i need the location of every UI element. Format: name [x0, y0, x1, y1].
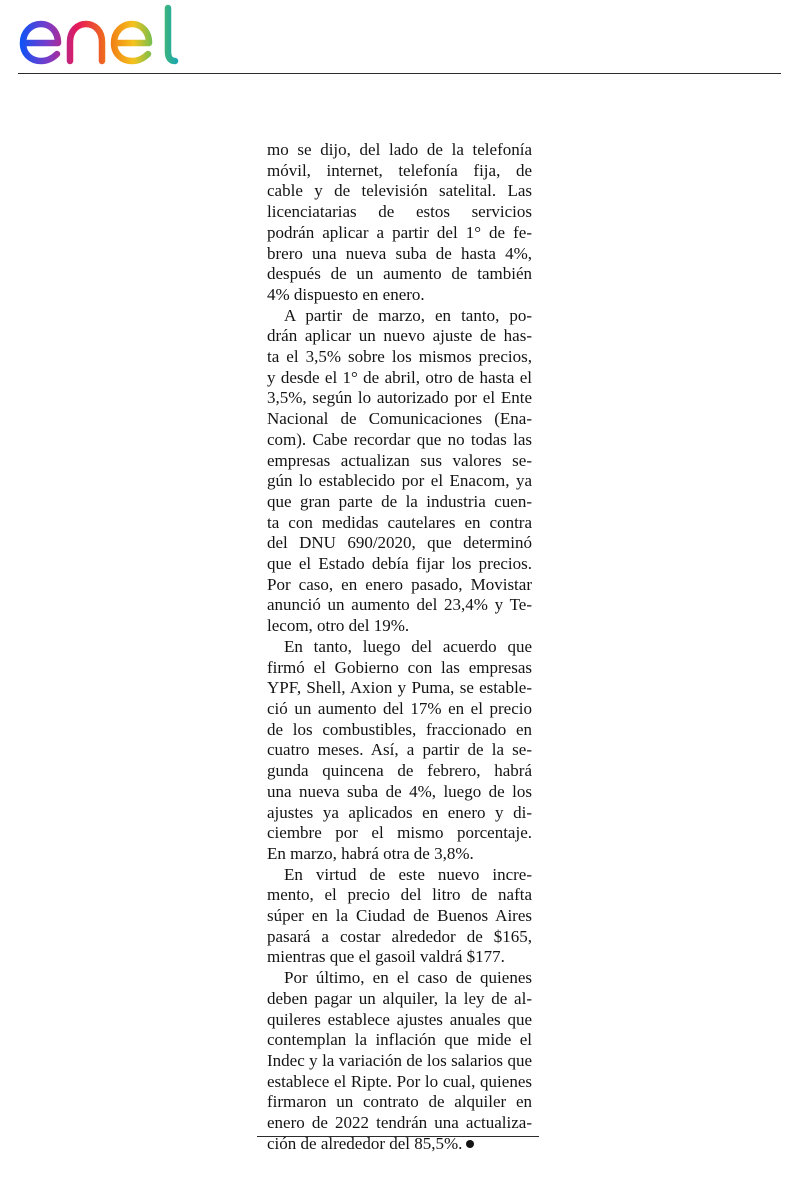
text-line: ta con medidas cautelares en contra: [267, 512, 532, 532]
footer-divider: [257, 1136, 539, 1137]
text-line: móvil, internet, telefonía fija, de: [267, 160, 532, 180]
text-line: quileres establece ajustes anuales que: [267, 1009, 532, 1029]
article-body: [267, 140, 532, 1154]
article-paragraph: [267, 865, 532, 969]
text-line: cuatro meses. Así, a partir de la se-: [267, 740, 532, 760]
text-line: establece el Ripte. Por lo cual, quienes: [267, 1071, 532, 1091]
text-line: enero de 2022 tendrán una actualiza-: [267, 1113, 532, 1133]
text-line: Nacional de Comunicaciones (Ena-: [267, 409, 532, 429]
text-line: firmó el Gobierno con las empresas: [267, 657, 532, 677]
text-line: En marzo, habrá otra de 3,8%.: [267, 843, 474, 863]
header-divider: [18, 73, 781, 74]
text-line: gunda quincena de febrero, habrá: [267, 761, 532, 781]
article-paragraph: [267, 637, 532, 865]
text-line: después de un aumento de también: [267, 264, 532, 284]
text-line: de los combustibles, fraccionado en: [267, 719, 532, 739]
text-line: y desde el 1° de abril, otro de hasta el: [267, 367, 532, 387]
text-line: ajustes ya aplicados en enero y di-: [267, 802, 532, 822]
text-line: lecom, otro del 19%.: [267, 616, 410, 636]
text-line: podrán aplicar a partir del 1° de fe-: [267, 222, 532, 242]
text-line: ción de alrededor del 85,5%.: [267, 1134, 532, 1155]
text-line: gún lo establecido por el Enacom, ya: [267, 471, 532, 491]
text-line: mento, el precio del litro de nafta: [267, 885, 532, 905]
article-paragraph: [267, 306, 532, 637]
article-paragraph: [267, 140, 532, 306]
article-paragraph: [267, 968, 532, 1154]
text-line: deben pagar un alquiler, la ley de al-: [267, 988, 532, 1008]
text-line: pasará a costar alrededor de $165,: [267, 926, 532, 946]
enel-logo: [18, 4, 183, 66]
text-line: Por último, en el caso de quienes: [284, 968, 532, 988]
text-line: firmaron un contrato de alquiler en: [267, 1092, 532, 1112]
text-line: ció un aumento del 17% en el precio: [267, 698, 532, 718]
text-line: que gran parte de la industria cuen-: [267, 491, 532, 511]
text-line: contemplan la inflación que mide el: [267, 1030, 532, 1050]
text-line: YPF, Shell, Axion y Puma, se estable-: [267, 678, 532, 698]
end-of-article-dot: [466, 1140, 474, 1148]
text-line: Indec y la variación de los salarios que: [267, 1050, 532, 1070]
text-line: empresas actualizan sus valores se-: [267, 450, 532, 470]
text-line: En virtud de este nuevo incre-: [284, 864, 532, 884]
text-line: mo se dijo, del lado de la telefonía: [267, 140, 532, 159]
text-line: del DNU 690/2020, que determinó: [267, 533, 532, 553]
text-line: ta el 3,5% sobre los mismos precios,: [267, 347, 532, 367]
text-line: com). Cabe recordar que no todas las: [267, 429, 532, 449]
text-line: brero una nueva suba de hasta 4%,: [267, 243, 532, 263]
text-line: una nueva suba de 4%, luego de los: [267, 781, 532, 801]
text-line: Por caso, en enero pasado, Movistar: [267, 574, 532, 594]
text-line: súper en la Ciudad de Buenos Aires: [267, 906, 532, 926]
text-line: que el Estado debía fijar los precios.: [267, 554, 532, 574]
text-line: 4% dispuesto en enero.: [267, 284, 425, 304]
text-line: A partir de marzo, en tanto, po-: [284, 305, 532, 325]
text-line: anunció un aumento del 23,4% y Te-: [267, 595, 532, 615]
text-line: cable y de televisión satelital. Las: [267, 181, 532, 201]
text-line: mientras que el gasoil valdrá $177.: [267, 947, 505, 967]
text-line: 3,5%, según lo autorizado por el Ente: [267, 388, 532, 408]
text-line: licenciatarias de estos servicios: [267, 202, 532, 222]
text-line: drán aplicar un nuevo ajuste de has-: [267, 326, 532, 346]
text-line: ciembre por el mismo porcentaje.: [267, 823, 532, 843]
text-line: En tanto, luego del acuerdo que: [284, 636, 532, 656]
